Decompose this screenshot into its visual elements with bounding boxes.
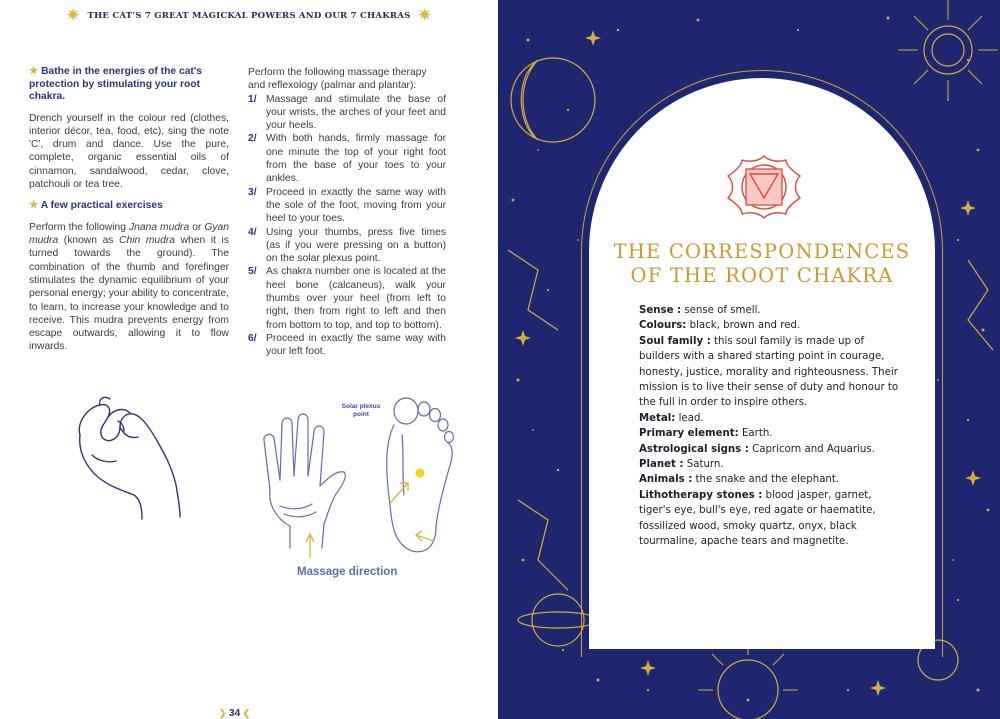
solar-plexus-caption: Solar plexus point xyxy=(341,403,381,418)
leaf-icon: ❮ xyxy=(240,708,251,718)
massage-direction-caption: Massage direction xyxy=(297,566,398,578)
mudra-hand xyxy=(68,395,188,525)
root-chakra-symbol xyxy=(724,152,804,222)
list-item: 2/ With both hands, firmly massage for one minute the top of your right foot from the base of your toes to your ankles. xyxy=(248,133,446,185)
list-item: Lithotherapy stones : blood jasper, garnet, tiger's eye, bull's eye, red agate or haematite, fossilized wood, smoky quartz, onyx, black tourmaline, apache tears and magnetite. xyxy=(639,489,876,548)
list-item: 5/ As chakra number one is located at the heel bone (calcaneus), walk your thumbs over your heel (from left to right, then from right to left and then from bottom to top, and top to bottom). xyxy=(248,266,446,331)
palm-hand xyxy=(250,410,350,560)
star-icon: ✷ xyxy=(418,6,432,24)
list-item: Astrological signs : Capricorn and Aquarius. xyxy=(639,443,875,455)
paragraph: Perform the following massage therapy and reflexology (palmar and plantar): xyxy=(248,67,427,92)
list-item: Sense : sense of smell. xyxy=(639,305,761,316)
left-page xyxy=(0,0,498,719)
list-item: Colours: black, brown and red. xyxy=(639,320,801,332)
star-bullet-icon: ★ xyxy=(29,200,41,212)
right-text-column xyxy=(248,66,446,359)
section-heading: ★ A few practical exercises xyxy=(29,200,163,212)
list-item: 3/ Proceed in exactly the same way with the sole of the foot, moving from your heel to your toes. xyxy=(248,186,446,225)
correspondences-list xyxy=(639,303,904,550)
left-text-column xyxy=(29,66,229,363)
list-item: Primary element: Earth. xyxy=(639,428,773,440)
star-icon: ✷ xyxy=(66,6,80,24)
steps-list xyxy=(248,93,446,359)
list-item: Animals : the snake and the elephant. xyxy=(639,474,840,486)
list-item: Soul family : this soul family is made up of builders with a shared starting point in courage, honesty, justice, morality and righteousness. Their mission is to live their sense of duty and honour to the full in order to inspire others. xyxy=(639,335,899,409)
leaf-icon: ❯ xyxy=(219,708,230,718)
list-item: 6/ Proceed in exactly the same way with your left foot. xyxy=(248,332,446,358)
header-title: THE CAT'S 7 GREAT MAGICKAL POWERS AND OUR 7 CHAKRAS xyxy=(87,11,411,21)
section-heading: ★ Bathe in the energies of the cat's protection by stimulating your root chakra. xyxy=(29,66,203,102)
paragraph: Drench yourself in the colour red (clothes, interior décor, tea, food, etc), sing the note 'C', drum and dance. Use the pure, complete, organic essential oils of cinnamon, sandalwood, cedar, clove, patchouli or tea tree. xyxy=(29,112,229,190)
star-bullet-icon: ★ xyxy=(29,66,42,77)
correspondences-title: THE CORRESPONDENCES OF THE ROOT CHAKRA xyxy=(613,240,911,287)
foot-sole xyxy=(378,395,468,560)
page-number: ❯ 34 ❮ xyxy=(219,708,251,719)
list-item: 1/ Massage and stimulate the base of your wrists, the arches of your feet and your heels. xyxy=(248,93,446,132)
list-item: 4/ Using your thumbs, press five times (as if you were pressing on a button) on the solar plexus point. xyxy=(248,226,446,265)
list-item: Planet : Saturn. xyxy=(639,459,724,471)
running-header xyxy=(0,6,498,24)
list-item: Metal: lead. xyxy=(639,412,704,424)
paragraph: Perform the following Jnana mudra or Gyan mudra (known as Chin mudra when it is turned towards the ground). The combination of the thumb and forefinger stimulates the dynamic equilibrium of your personal energy; your ability to concentrate, to learn, to increase your knowledge and to receive. This mudra prevents energy from escape outwards, allowing it to flow inwards. xyxy=(29,221,229,353)
